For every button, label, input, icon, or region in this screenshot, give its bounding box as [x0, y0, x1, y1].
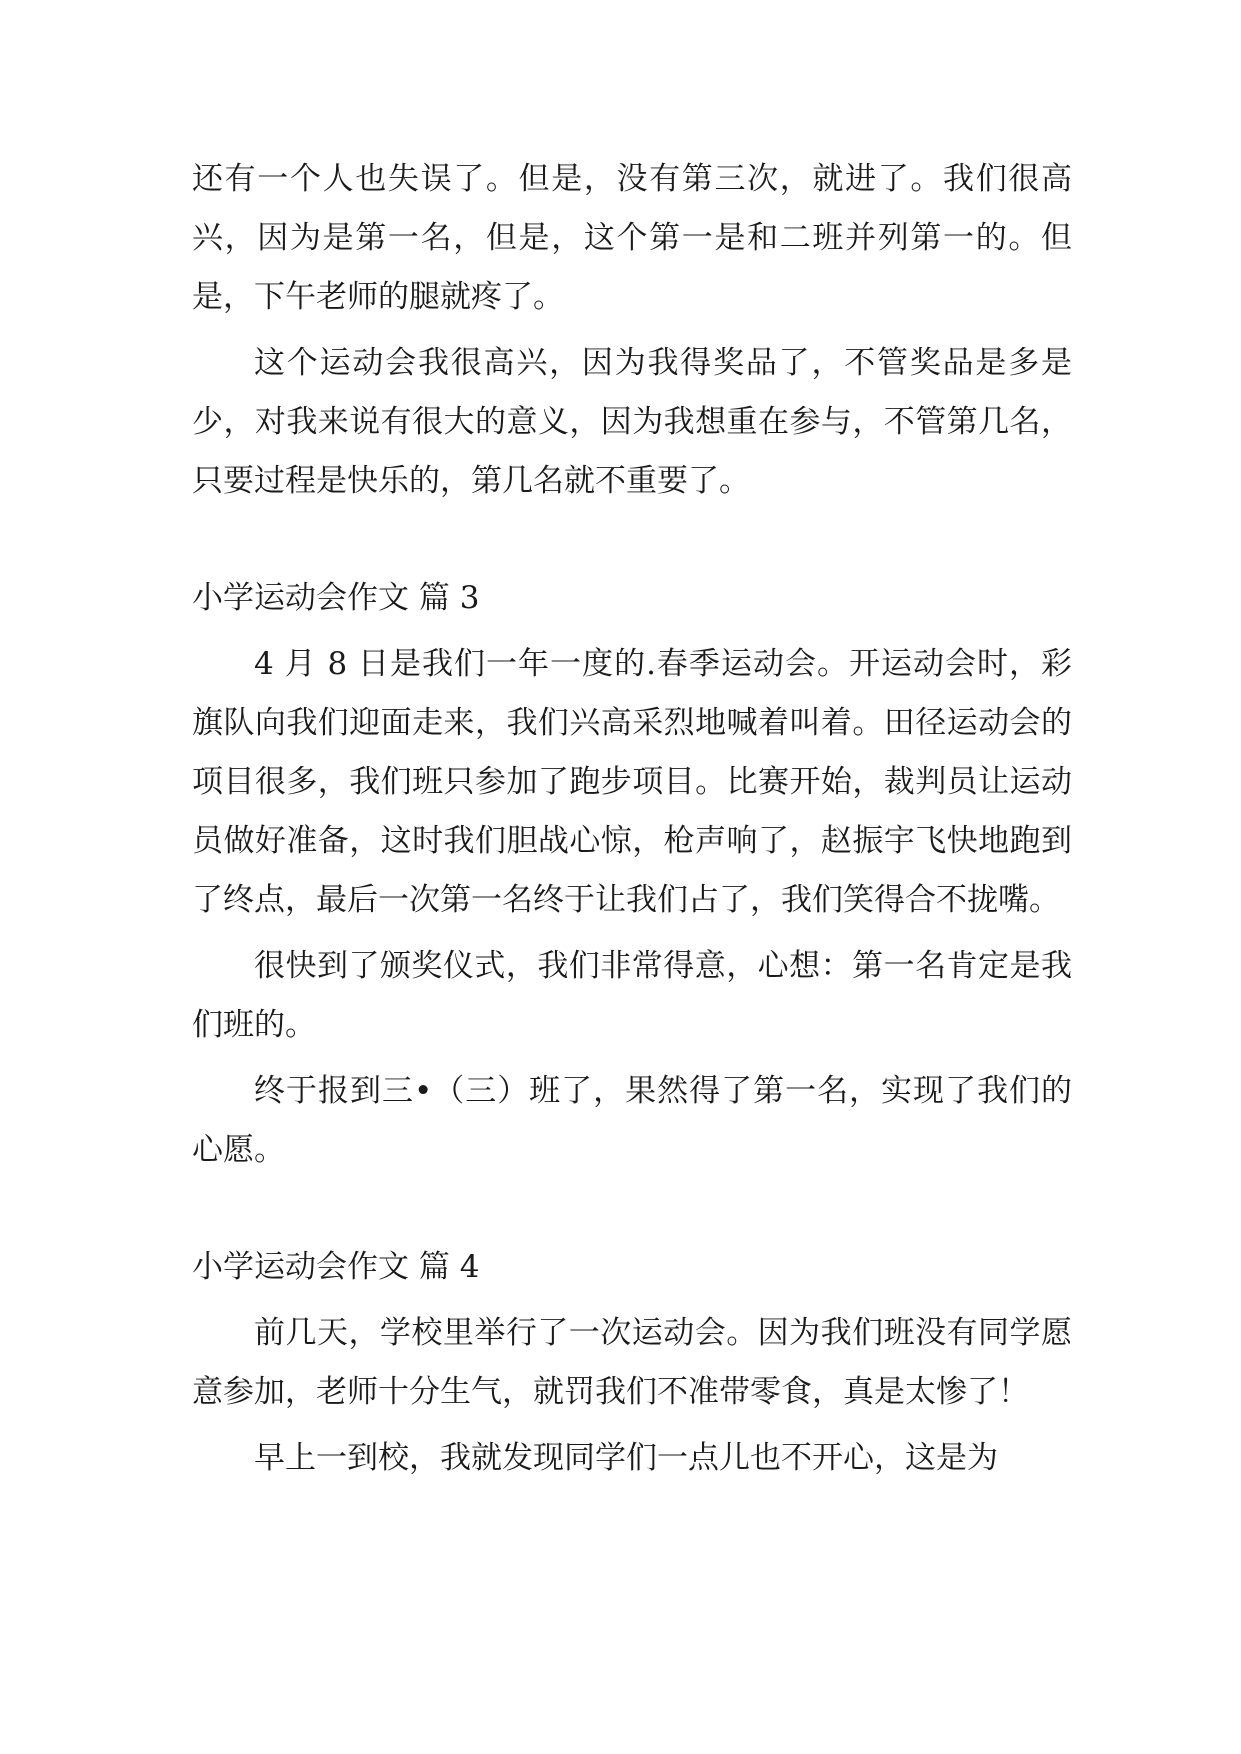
- paragraph: 这个运动会我很高兴，因为我得奖品了，不管奖品是多是少，对我来说有很大的意义，因为我想重在参与，不管第几名，只要过程是快乐的，第几名就不重要了。: [192, 345, 1072, 499]
- paragraph: 很快到了颁奖仪式，我们非常得意，心想：第一名肯定是我们班的。: [192, 948, 1072, 1043]
- paragraph: 早上一到校，我就发现同学们一点儿也不开心，这是为: [254, 1440, 998, 1476]
- document-page: [192, 150, 1072, 1495]
- section-heading-3: 小学运动会作文 篇 3: [192, 580, 480, 616]
- section-heading-4: 小学运动会作文 篇 4: [192, 1249, 480, 1285]
- paragraph: 4 月 8 日是我们一年一度的.春季运动会。开运动会时，彩旗队向我们迎面走来，我们兴高采烈地喊着叫着。田径运动会的项目很多，我们班只参加了跑步项目。比赛开始，裁判员让运动员做好准备，这时我们胆战心惊，枪声响了，赵振宇飞快地跑到了终点，最后一次第一名终于让我们占了，我们笑得合不拢嘴。: [192, 646, 1072, 918]
- paragraph: 终于报到三•（三）班了，果然得了第一名，实现了我们的心愿。: [192, 1073, 1072, 1168]
- paragraph-continued: 还有一个人也失误了。但是，没有第三次，就进了。我们很高兴，因为是第一名，但是，这个第一是和二班并列第一的。但是，下午老师的腿就疼了。: [192, 161, 1072, 315]
- paragraph: 前几天，学校里举行了一次运动会。因为我们班没有同学愿意参加，老师十分生气，就罚我们不准带零食，真是太惨了！: [192, 1315, 1072, 1410]
